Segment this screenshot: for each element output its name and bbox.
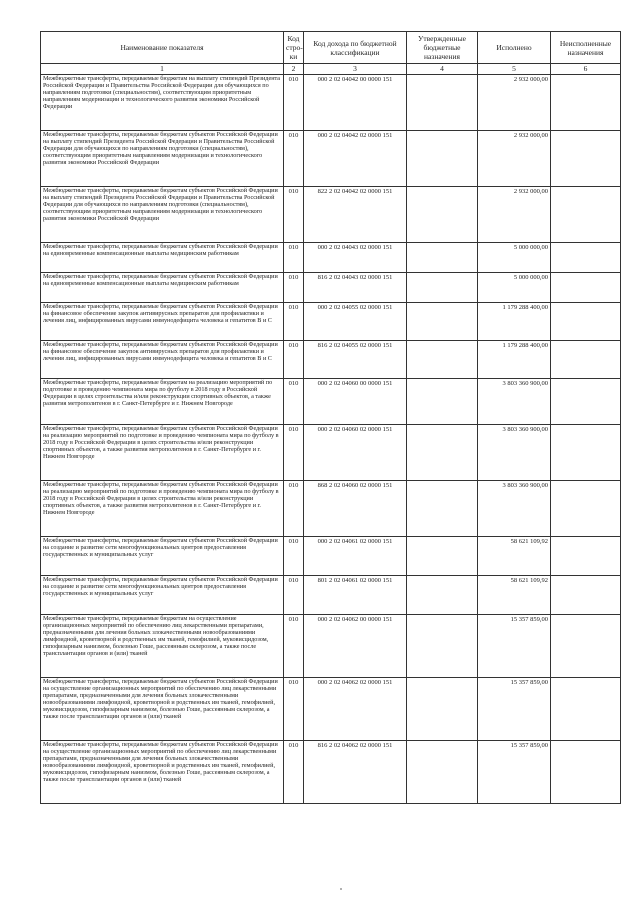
unexecuted-amount	[551, 75, 621, 131]
approved-amount	[407, 678, 478, 741]
line-code: 010	[284, 75, 304, 131]
classification-code: 816 2 02 04055 02 0000 151	[304, 341, 407, 379]
header-indicator-name: Наименование показателя	[41, 32, 284, 64]
approved-amount	[407, 425, 478, 481]
table-row	[41, 243, 621, 273]
classification-code: 000 2 02 04060 02 0000 151	[304, 425, 407, 481]
unexecuted-amount	[551, 481, 621, 537]
executed-amount: 3 803 360 900,00	[478, 425, 551, 481]
unexecuted-amount	[551, 341, 621, 379]
approved-amount	[407, 131, 478, 187]
indicator-name: Межбюджетные трансферты, передаваемые бюджетам субъектов Российской Федерации на единовременные компенсационные выплаты медицинским работникам	[41, 243, 284, 273]
approved-amount	[407, 341, 478, 379]
column-number: 2	[284, 64, 304, 75]
unexecuted-amount	[551, 425, 621, 481]
unexecuted-amount	[551, 303, 621, 341]
line-code: 010	[284, 481, 304, 537]
approved-amount	[407, 75, 478, 131]
column-number: 1	[41, 64, 284, 75]
executed-amount: 58 621 109,92	[478, 537, 551, 576]
executed-amount: 15 357 859,00	[478, 678, 551, 741]
classification-code: 000 2 02 04062 02 0000 151	[304, 678, 407, 741]
column-number-row	[41, 64, 621, 75]
approved-amount	[407, 537, 478, 576]
table-row	[41, 273, 621, 303]
executed-amount: 3 803 360 900,00	[478, 481, 551, 537]
line-code: 010	[284, 741, 304, 804]
line-code: 010	[284, 243, 304, 273]
column-number: 3	[304, 64, 407, 75]
table-row	[41, 187, 621, 243]
approved-amount	[407, 303, 478, 341]
unexecuted-amount	[551, 741, 621, 804]
unexecuted-amount	[551, 379, 621, 425]
indicator-name: Межбюджетные трансферты, передаваемые бюджетам субъектов Российской Федерации на финансовое обеспечение закупок антивирусных препаратов для профилактики и лечения лиц, инфицированных вирусами иммунодефицита человека и гепатитов В и С	[41, 341, 284, 379]
header-budget-classification: Код дохода по бюджетной классификации	[304, 32, 407, 64]
unexecuted-amount	[551, 678, 621, 741]
executed-amount: 1 179 288 400,00	[478, 303, 551, 341]
classification-code: 000 2 02 04060 00 0000 151	[304, 379, 407, 425]
executed-amount: 2 932 000,00	[478, 75, 551, 131]
unexecuted-amount	[551, 131, 621, 187]
classification-code: 801 2 02 04061 02 0000 151	[304, 576, 407, 615]
line-code: 010	[284, 131, 304, 187]
indicator-name: Межбюджетные трансферты, передаваемые бюджетам субъектов Российской Федерации на осуществление организационных мероприятий по обеспечению лиц лекарственными препаратами, предназначенными для лечения больных злокачественными новообразованиями лимфоидной, кроветворной и родственных им тканей, гемофилией, муковисцидозом, гипофизарным нанизмом, болезнью Гоше, рассеянным склерозом, а также после трансплантации органов и (или) тканей	[41, 678, 284, 741]
line-code: 010	[284, 187, 304, 243]
table-row	[41, 615, 621, 678]
indicator-name: Межбюджетные трансферты, передаваемые бюджетам субъектов Российской Федерации на выплату стипендий Президента Российской Федерации и Правительства Российской Федерации для обучающихся по направлениям подготовки (специальностям), соответствующим приоритетным направлениям модернизации и технологического развития экономики Российской Федерации	[41, 187, 284, 243]
line-code: 010	[284, 425, 304, 481]
indicator-name: Межбюджетные трансферты, передаваемые бюджетам субъектов Российской Федерации на создание и развитие сети многофункциональных центров предоставления государственных и муниципальных услуг	[41, 576, 284, 615]
classification-code: 000 2 02 04061 02 0000 151	[304, 537, 407, 576]
indicator-name: Межбюджетные трансферты, передаваемые бюджетам на выплату стипендий Президента Российской Федерации и Правительства Российской Федерации для обучающихся по направлениям подготовки (специальностям), соответствующим приоритетным направлениям модернизации и технологического развития экономики Российской Федерации	[41, 75, 284, 131]
indicator-name: Межбюджетные трансферты, передаваемые бюджетам субъектов Российской Федерации на выплату стипендий Президента Российской Федерации и Правительства Российской Федерации для обучающихся по направлениям подготовки (специальностям), соответствующим приоритетным направлениям модернизации и технологического развития экономики Российской Федерации	[41, 131, 284, 187]
executed-amount: 2 932 000,00	[478, 187, 551, 243]
unexecuted-amount	[551, 187, 621, 243]
table-row	[41, 425, 621, 481]
classification-code: 816 2 02 04062 02 0000 151	[304, 741, 407, 804]
executed-amount: 3 803 360 900,00	[478, 379, 551, 425]
classification-code: 000 2 02 04042 00 0000 151	[304, 75, 407, 131]
header-executed: Исполнено	[478, 32, 551, 64]
indicator-name: Межбюджетные трансферты, передаваемые бюджетам субъектов Российской Федерации на финансовое обеспечение закупок антивирусных препаратов для профилактики и лечения лиц, инфицированных вирусами иммунодефицита человека и гепатитов В и С	[41, 303, 284, 341]
approved-amount	[407, 187, 478, 243]
indicator-name: Межбюджетные трансферты, передаваемые бюджетам на реализацию мероприятий по подготовке и проведению чемпионата мира по футболу в 2018 году в Российской Федерации в целях строительства и/или реконструкции спортивных объектов, а также развития метрополитенов в г. Санкт-Петербурге и г. Нижнем Новгороде	[41, 379, 284, 425]
column-number: 4	[407, 64, 478, 75]
approved-amount	[407, 615, 478, 678]
line-code: 010	[284, 576, 304, 615]
line-code: 010	[284, 379, 304, 425]
scan-speck	[340, 888, 342, 890]
unexecuted-amount	[551, 273, 621, 303]
executed-amount: 5 000 000,00	[478, 243, 551, 273]
line-code: 010	[284, 341, 304, 379]
table-row	[41, 341, 621, 379]
unexecuted-amount	[551, 537, 621, 576]
classification-code: 000 2 02 04043 02 0000 151	[304, 243, 407, 273]
executed-amount: 15 357 859,00	[478, 615, 551, 678]
classification-code: 000 2 02 04055 02 0000 151	[304, 303, 407, 341]
indicator-name: Межбюджетные трансферты, передаваемые бюджетам субъектов Российской Федерации на осуществление организационных мероприятий по обеспечению лиц лекарственными препаратами, предназначенными для лечения больных злокачественными новообразованиями лимфоидной, кроветворной и родственных им тканей, гемофилией, муковисцидозом, гипофизарным нанизмом, болезнью Гоше, рассеянным склерозом, а также после трансплантации органов и (или) тканей	[41, 741, 284, 804]
table-row	[41, 537, 621, 576]
classification-code: 000 2 02 04062 00 0000 151	[304, 615, 407, 678]
line-code: 010	[284, 678, 304, 741]
approved-amount	[407, 379, 478, 425]
column-number: 6	[551, 64, 621, 75]
classification-code: 000 2 02 04042 02 0000 151	[304, 131, 407, 187]
approved-amount	[407, 576, 478, 615]
approved-amount	[407, 273, 478, 303]
approved-amount	[407, 481, 478, 537]
indicator-name: Межбюджетные трансферты, передаваемые бюджетам субъектов Российской Федерации на единовременные компенсационные выплаты медицинским работникам	[41, 273, 284, 303]
header-unexecuted: Неисполненные назначения	[551, 32, 621, 64]
executed-amount: 2 932 000,00	[478, 131, 551, 187]
approved-amount	[407, 243, 478, 273]
executed-amount: 1 179 288 400,00	[478, 341, 551, 379]
indicator-name: Межбюджетные трансферты, передаваемые бюджетам на осуществление организационных мероприятий по обеспечению лиц лекарственными препаратами, предназначенными для лечения больных злокачественными новообразованиями лимфоидной, кроветворной и родственных им тканей, гемофилией, муковисцидозом, гипофизарным нанизмом, болезнью Гоше, рассеянным склерозом, а также после трансплантации органов и (или) тканей	[41, 615, 284, 678]
unexecuted-amount	[551, 615, 621, 678]
revenue-report-table	[40, 31, 621, 804]
executed-amount: 58 621 109,92	[478, 576, 551, 615]
table-row	[41, 576, 621, 615]
line-code: 010	[284, 615, 304, 678]
table-row	[41, 741, 621, 804]
line-code: 010	[284, 537, 304, 576]
table-row	[41, 131, 621, 187]
table-row	[41, 303, 621, 341]
table-row	[41, 379, 621, 425]
line-code: 010	[284, 273, 304, 303]
approved-amount	[407, 741, 478, 804]
unexecuted-amount	[551, 243, 621, 273]
table-row	[41, 481, 621, 537]
indicator-name: Межбюджетные трансферты, передаваемые бюджетам субъектов Российской Федерации на реализацию мероприятий по подготовке и проведению чемпионата мира по футболу в 2018 году в Российской Федерации в целях строительства и/или реконструкции спортивных объектов, а также развития метрополитенов в г. Санкт-Петербурге и г. Нижнем Новгороде	[41, 425, 284, 481]
executed-amount: 15 357 859,00	[478, 741, 551, 804]
line-code: 010	[284, 303, 304, 341]
table-row	[41, 75, 621, 131]
table-row	[41, 678, 621, 741]
indicator-name: Межбюджетные трансферты, передаваемые бюджетам субъектов Российской Федерации на создание и развитие сети многофункциональных центров предоставления государственных и муниципальных услуг	[41, 537, 284, 576]
classification-code: 868 2 02 04060 02 0000 151	[304, 481, 407, 537]
header-line-code: Код стро-ки	[284, 32, 304, 64]
header-row	[41, 32, 621, 64]
classification-code: 816 2 02 04043 02 0000 151	[304, 273, 407, 303]
header-approved: Утвержденные бюджетные назначения	[407, 32, 478, 64]
column-number: 5	[478, 64, 551, 75]
unexecuted-amount	[551, 576, 621, 615]
executed-amount: 5 000 000,00	[478, 273, 551, 303]
indicator-name: Межбюджетные трансферты, передаваемые бюджетам субъектов Российской Федерации на реализацию мероприятий по подготовке и проведению чемпионата мира по футболу в 2018 году в Российской Федерации в целях строительства и/или реконструкции спортивных объектов, а также развития метрополитенов в г. Санкт-Петербурге и г. Нижнем Новгороде	[41, 481, 284, 537]
classification-code: 822 2 02 04042 02 0000 151	[304, 187, 407, 243]
